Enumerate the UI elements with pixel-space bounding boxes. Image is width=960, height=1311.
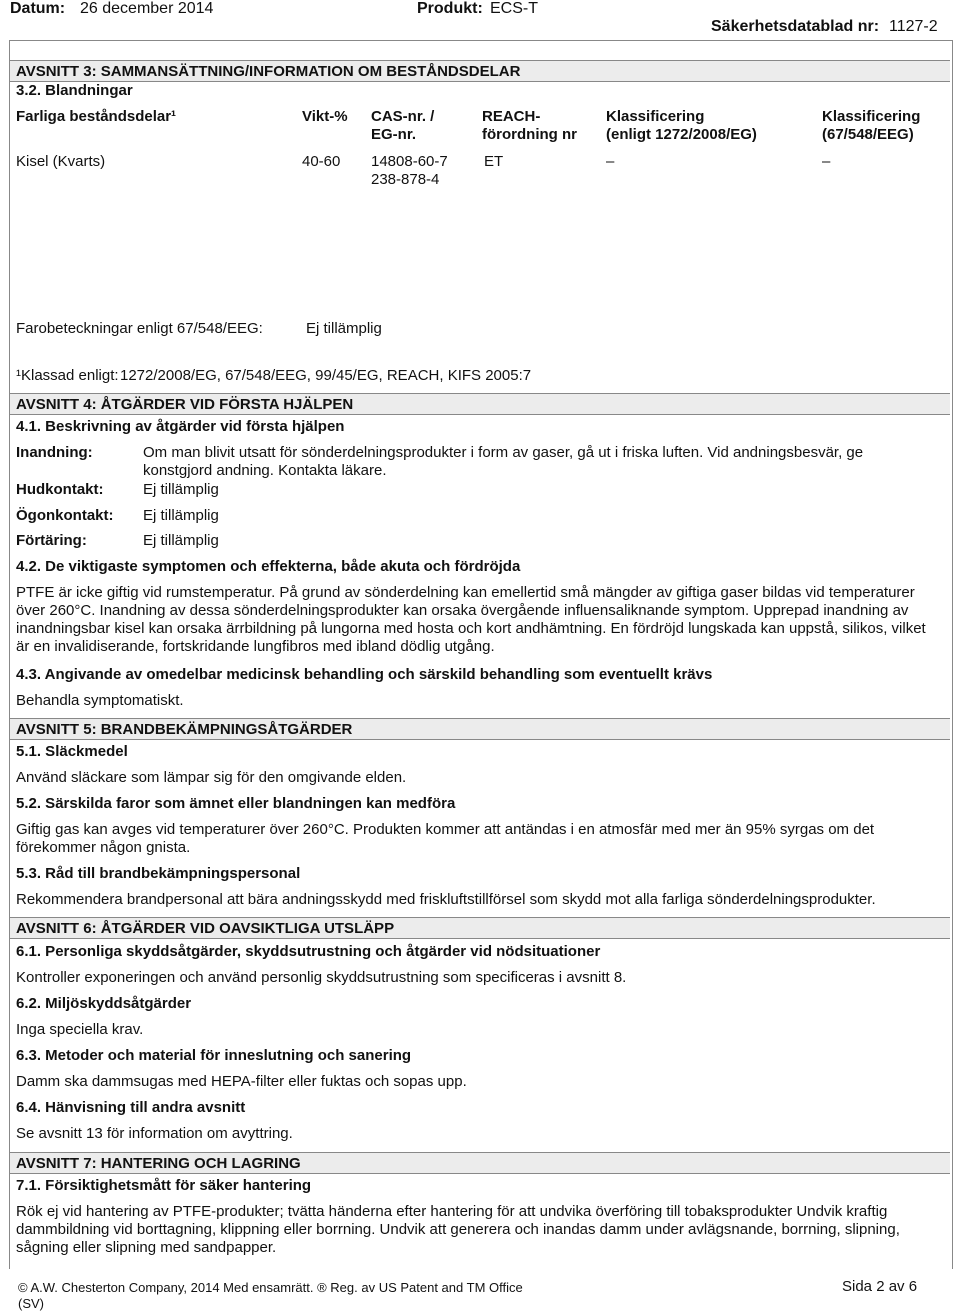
section-5-1-text: Använd släckare som lämpar sig för den omgivande elden. [16, 769, 407, 786]
section-6-3-heading: 6.3. Metoder och material för inneslutning och sanering [16, 1047, 412, 1064]
section-3-2-heading: 3.2. Blandningar [16, 82, 133, 99]
section-4-2-heading: 4.2. De viktigaste symptomen och effekterna, både akuta och fördröjda [16, 558, 521, 575]
col-header-cas: CAS-nr. / [371, 108, 435, 125]
hazard-labels-label: Farobeteckningar enligt 67/548/EEG: [16, 320, 263, 337]
cell-name: Kisel (Kvarts) [16, 153, 106, 170]
col-header-class-clp: Klassificering [606, 108, 705, 125]
section-6-3-text: Damm ska dammsugas med HEPA-filter eller fuktas och sopas upp. [16, 1073, 467, 1090]
skin-label: Hudkontakt: [16, 481, 104, 498]
section-6-1-text: Kontroller exponeringen och använd personlig skyddsutrustning som specificeras i avsnitt 8. [16, 969, 627, 986]
hazard-labels-value: Ej tillämplig [306, 320, 382, 337]
section-6-1-heading: 6.1. Personliga skyddsåtgärder, skyddsutrustning och åtgärder vid nödsituationer [16, 943, 601, 960]
footer-language: (SV) [18, 1296, 44, 1311]
section-7-1-text: Rök ej vid hantering av PTFE-produkter; tvätta händerna efter hantering för att undvika överföring till tobaksprodukter Undvik kraftig dammbildning vid borttagning, klippning eller borrning. Undvik att generera och inandas damm under avlägsnande, borrning, slipning, sågning eller slipning med sandpapper. [16, 1203, 900, 1256]
col-header-weight: Vikt-% [302, 108, 348, 125]
sds-value: 1127-2 [889, 18, 938, 35]
section-6-title: AVSNITT 6: ÅTGÄRDER VID OAVSIKTLIGA UTSLÄPP [16, 920, 395, 937]
section-4-3-text: Behandla symptomatiskt. [16, 692, 184, 709]
col-header-eg: EG-nr. [371, 126, 417, 143]
inhalation-line-1: Om man blivit utsatt för sönderdelningsprodukter i form av gaser, gå ut i friska luften. Vid andningsbesvär, ge [143, 444, 864, 461]
date-value: 26 december 2014 [80, 0, 214, 17]
eye-value: Ej tillämplig [143, 507, 219, 524]
cell-weight: 40-60 [302, 153, 341, 170]
product-label: Produkt: [417, 0, 483, 17]
sds-label: Säkerhetsdatablad nr: [711, 18, 880, 35]
section-4-3-heading: 4.3. Angivande av omedelbar medicinsk behandling och särskild behandling som eventuellt krävs [16, 666, 713, 683]
section-6-2-heading: 6.2. Miljöskyddsåtgärder [16, 995, 192, 1012]
inhalation-label: Inandning: [16, 444, 93, 461]
section-5-2-text: Giftig gas kan avges vid temperaturer över 260°C. Produkten kommer att antändas i en atmosfär med mer än 95% syrgas om det förekommer någon gnista. [16, 821, 875, 856]
section-5-3-heading: 5.3. Råd till brandbekämpningspersonal [16, 865, 301, 882]
cell-class-clp: – [606, 153, 615, 170]
section-3-header [10, 60, 950, 82]
classified-label: ¹Klassad enligt: [16, 367, 119, 384]
cell-class-dsd: – [822, 153, 831, 170]
section-7-1-heading: 7.1. Försiktighetsmått för säker hantering [16, 1177, 312, 1194]
cell-eg: 238-878-4 [371, 171, 440, 188]
section-4-header [10, 393, 950, 415]
section-4-1-heading: 4.1. Beskrivning av åtgärder vid första hjälpen [16, 418, 345, 435]
section-5-header [10, 718, 950, 740]
col-header-class-dsd: Klassificering [822, 108, 921, 125]
section-6-2-text: Inga speciella krav. [16, 1021, 144, 1038]
ingestion-value: Ej tillämplig [143, 532, 219, 549]
section-4-2-text: PTFE är icke giftig vid rumstemperatur. På grund av sönderdelning kan emellertid små mängder av giftiga gaser bildas vid temperaturer över 260°C. Inandning av dessa sönderdelningsprodukter kan orsaka övergående influensaliknande symptom. Upprepad inandning av inandningsbar kisel kan orsaka ärrbildning på lungorna med hosta och kort andhämtning. En fördröjd lungskada kan uppstå, silikos, vilket är en invalidiserande, fortskridande lungfibros med ibland dödlig utgång. [16, 584, 926, 655]
section-5-1-heading: 5.1. Släckmedel [16, 743, 128, 760]
inhalation-line-2: konstgjord andning. Kontakta läkare. [143, 462, 387, 479]
section-5-3-text: Rekommendera brandpersonal att bära andningsskydd med friskluftstillförsel som skydd mot alla farliga sönderdelningsprodukter. [16, 891, 876, 908]
section-6-header [10, 917, 950, 939]
col-header-reach-2: förordning nr [482, 126, 577, 143]
cell-reach: ET [484, 153, 504, 170]
eye-label: Ögonkontakt: [16, 507, 114, 524]
col-header-ingredients: Farliga beståndsdelar¹ [16, 108, 177, 125]
date-label: Datum: [10, 0, 66, 17]
section-7-header [10, 1152, 950, 1174]
section-5-title: AVSNITT 5: BRANDBEKÄMPNINGSÅTGÄRDER [16, 721, 353, 738]
cell-cas: 14808-60-7 [371, 153, 448, 170]
col-header-reach: REACH- [482, 108, 541, 125]
section-5-2-heading: 5.2. Särskilda faror som ämnet eller blandningen kan medföra [16, 795, 456, 812]
col-header-class-clp-2: (enligt 1272/2008/EG) [606, 126, 757, 143]
page-header [0, 0, 960, 36]
product-value: ECS-T [490, 0, 538, 17]
section-4-title: AVSNITT 4: ÅTGÄRDER VID FÖRSTA HJÄLPEN [16, 396, 354, 413]
section-6-4-heading: 6.4. Hänvisning till andra avsnitt [16, 1099, 246, 1116]
section-7-title: AVSNITT 7: HANTERING OCH LAGRING [16, 1155, 301, 1172]
ingestion-label: Förtäring: [16, 532, 87, 549]
section-3-title: AVSNITT 3: SAMMANSÄTTNING/INFORMATION OM BESTÅNDSDELAR [16, 63, 521, 80]
section-6-4-text: Se avsnitt 13 för information om avyttring. [16, 1125, 293, 1142]
col-header-class-dsd-2: (67/548/EEG) [822, 126, 914, 143]
skin-value: Ej tillämplig [143, 481, 219, 498]
classified-value: 1272/2008/EG, 67/548/EEG, 99/45/EG, REACH, KIFS 2005:7 [120, 367, 532, 384]
footer-page-number: Sida 2 av 6 [842, 1278, 918, 1295]
footer-copyright: © A.W. Chesterton Company, 2014 Med ensamrätt. ® Reg. av US Patent and TM Office [18, 1280, 523, 1295]
